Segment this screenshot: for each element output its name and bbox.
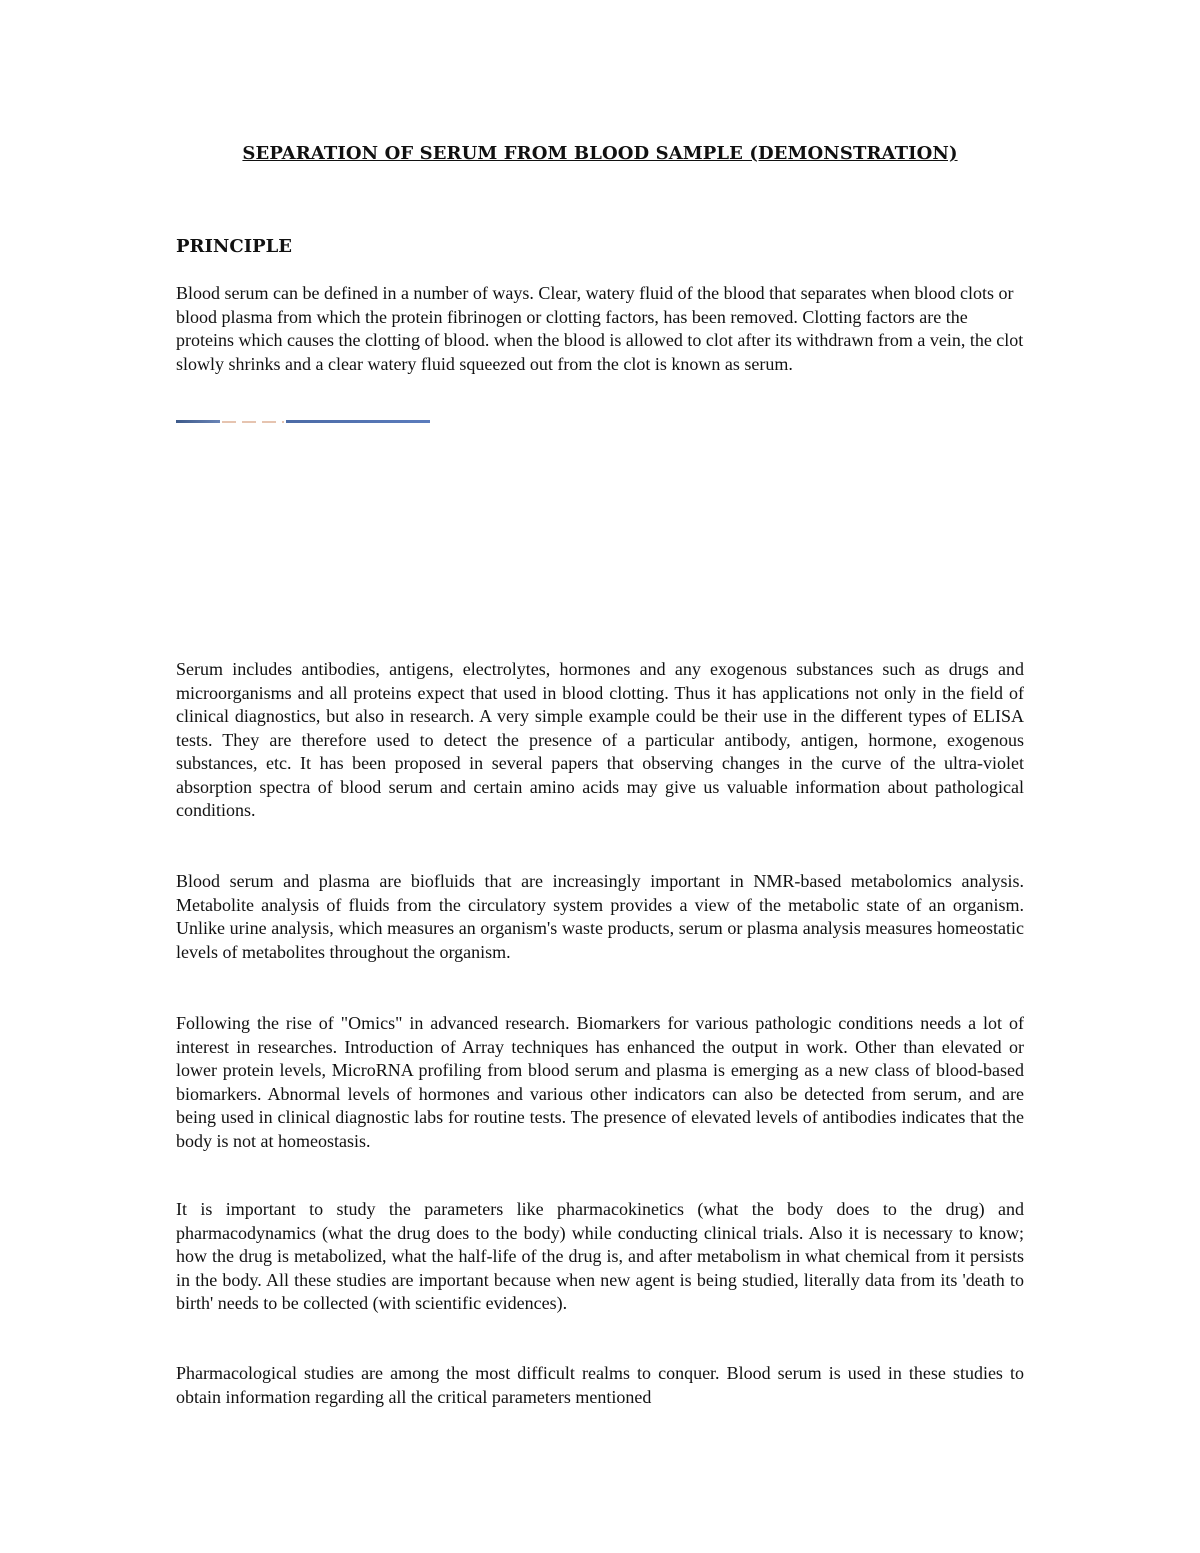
image-fragment (222, 421, 284, 423)
document-title: SEPARATION OF SERUM FROM BLOOD SAMPLE (DEMONSTRATION) (242, 143, 958, 164)
paragraph-omics: Following the rise of "Omics" in advanced research. Biomarkers for various pathologic conditions needs a lot of interest in researches. Introduction of Array techniques has enhanced the output in work. Other than elevated or lower protein levels, MicroRNA profiling from blood serum and plasma is emerging as a new class of blood-based biomarkers. Abnormal levels of hormones and various other indicators can also be detected from serum, and are being used in clinical diagnostic labs for routine tests. The presence of elevated levels of antibodies indicates that the body is not at homeostasis. (176, 1013, 1024, 1151)
paragraph-pharmacological-studies: Pharmacological studies are among the most difficult realms to conquer. Blood serum is used in these studies to obtain information regarding all the critical parameters mentioned (176, 1363, 1024, 1407)
section-heading-principle: PRINCIPLE (176, 236, 293, 257)
paragraph-serum-contents: Serum includes antibodies, antigens, electrolytes, hormones and any exogenous substances such as drugs and microorganisms and all proteins expect that used in blood clotting. Thus it has applications not only in the field of clinical diagnostics, but also in research. A very simple example could be their use in the different types of ELISA tests. They are therefore used to detect the presence of a particular antibody, antigen, hormone, exogenous substances, etc. It has been proposed in several papers that observing changes in the curve of the ultra-violet absorption spectra of blood serum and certain amino acids may give us valuable information about pathological conditions. (176, 659, 1024, 820)
image-fragment (286, 420, 430, 423)
broken-image-strip (176, 420, 430, 424)
paragraph-metabolomics: Blood serum and plasma are biofluids that are increasingly important in NMR-based metabolomics analysis. Metabolite analysis of fluids from the circulatory system provides a view of the metabolic state of an organism. Unlike urine analysis, which measures an organism's waste products, serum or plasma analysis measures homeostatic levels of metabolites throughout the organism. (176, 871, 1024, 962)
paragraph-pharmacokinetics: It is important to study the parameters like pharmacokinetics (what the body does to the drug) and pharmacodynamics (what the drug does to the body) while conducting clinical trials. Also it is necessary to know; how the drug is metabolized, what the half-life of the drug is, and after metabolism in what chemical from it persists in the body. All these studies are important because when new agent is being studied, literally data from its 'death to birth' needs to be collected (with scientific evidences). (176, 1199, 1024, 1313)
image-fragment (176, 420, 220, 423)
paragraph-serum-definition: Blood serum can be defined in a number of ways. Clear, watery fluid of the blood that separates when blood clots or blood plasma from which the protein fibrinogen or clotting factors, has been removed. Clotting factors are the proteins which causes the clotting of blood. when the blood is allowed to clot after its withdrawn from a vein, the clot slowly shrinks and a clear watery fluid squeezed out from the clot is known as serum. (176, 283, 1024, 374)
